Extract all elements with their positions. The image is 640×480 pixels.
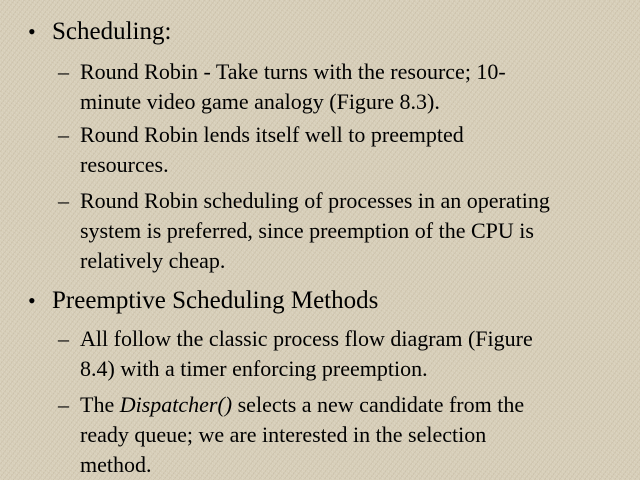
- text-fragment: selects a new candidate from the: [232, 392, 525, 417]
- text-line: 8.4) with a timer enforcing preemption.: [80, 356, 428, 381]
- sub-item-text: [80, 57, 628, 117]
- text-line: Round Robin scheduling of processes in an operating: [80, 188, 550, 213]
- dispatcher-function-name: Dispatcher(): [119, 392, 233, 417]
- sub-item-text: [80, 324, 628, 384]
- bullet-heading-preemptive: Preemptive Scheduling Methods: [52, 287, 379, 314]
- dash-marker: –: [58, 122, 69, 147]
- text-line: resources.: [80, 152, 169, 177]
- bullet-heading-scheduling: Scheduling:: [52, 18, 172, 45]
- text-line: ready queue; we are interested in the selection: [80, 422, 487, 447]
- text-line: Round Robin - Take turns with the resource; 10-: [80, 59, 506, 84]
- text-line: system is preferred, since preemption of the CPU is: [80, 218, 534, 243]
- text-line: relatively cheap.: [80, 248, 226, 273]
- bullet-marker: •: [28, 288, 36, 313]
- dash-marker: –: [58, 188, 69, 213]
- text-line: method.: [80, 452, 152, 477]
- dash-marker: –: [58, 326, 69, 351]
- sub-item-text: [80, 390, 628, 480]
- text-fragment: The: [80, 392, 120, 417]
- sub-item-text: [80, 120, 628, 180]
- text-line: All follow the classic process flow diagram (Figure: [80, 326, 533, 351]
- text-line: Round Robin lends itself well to preempted: [80, 122, 464, 147]
- text-line: [80, 390, 628, 420]
- dash-marker: –: [58, 59, 69, 84]
- sub-item-text: [80, 186, 628, 276]
- bullet-marker: •: [28, 19, 36, 44]
- dash-marker: –: [58, 392, 69, 417]
- text-line: minute video game analogy (Figure 8.3).: [80, 89, 440, 114]
